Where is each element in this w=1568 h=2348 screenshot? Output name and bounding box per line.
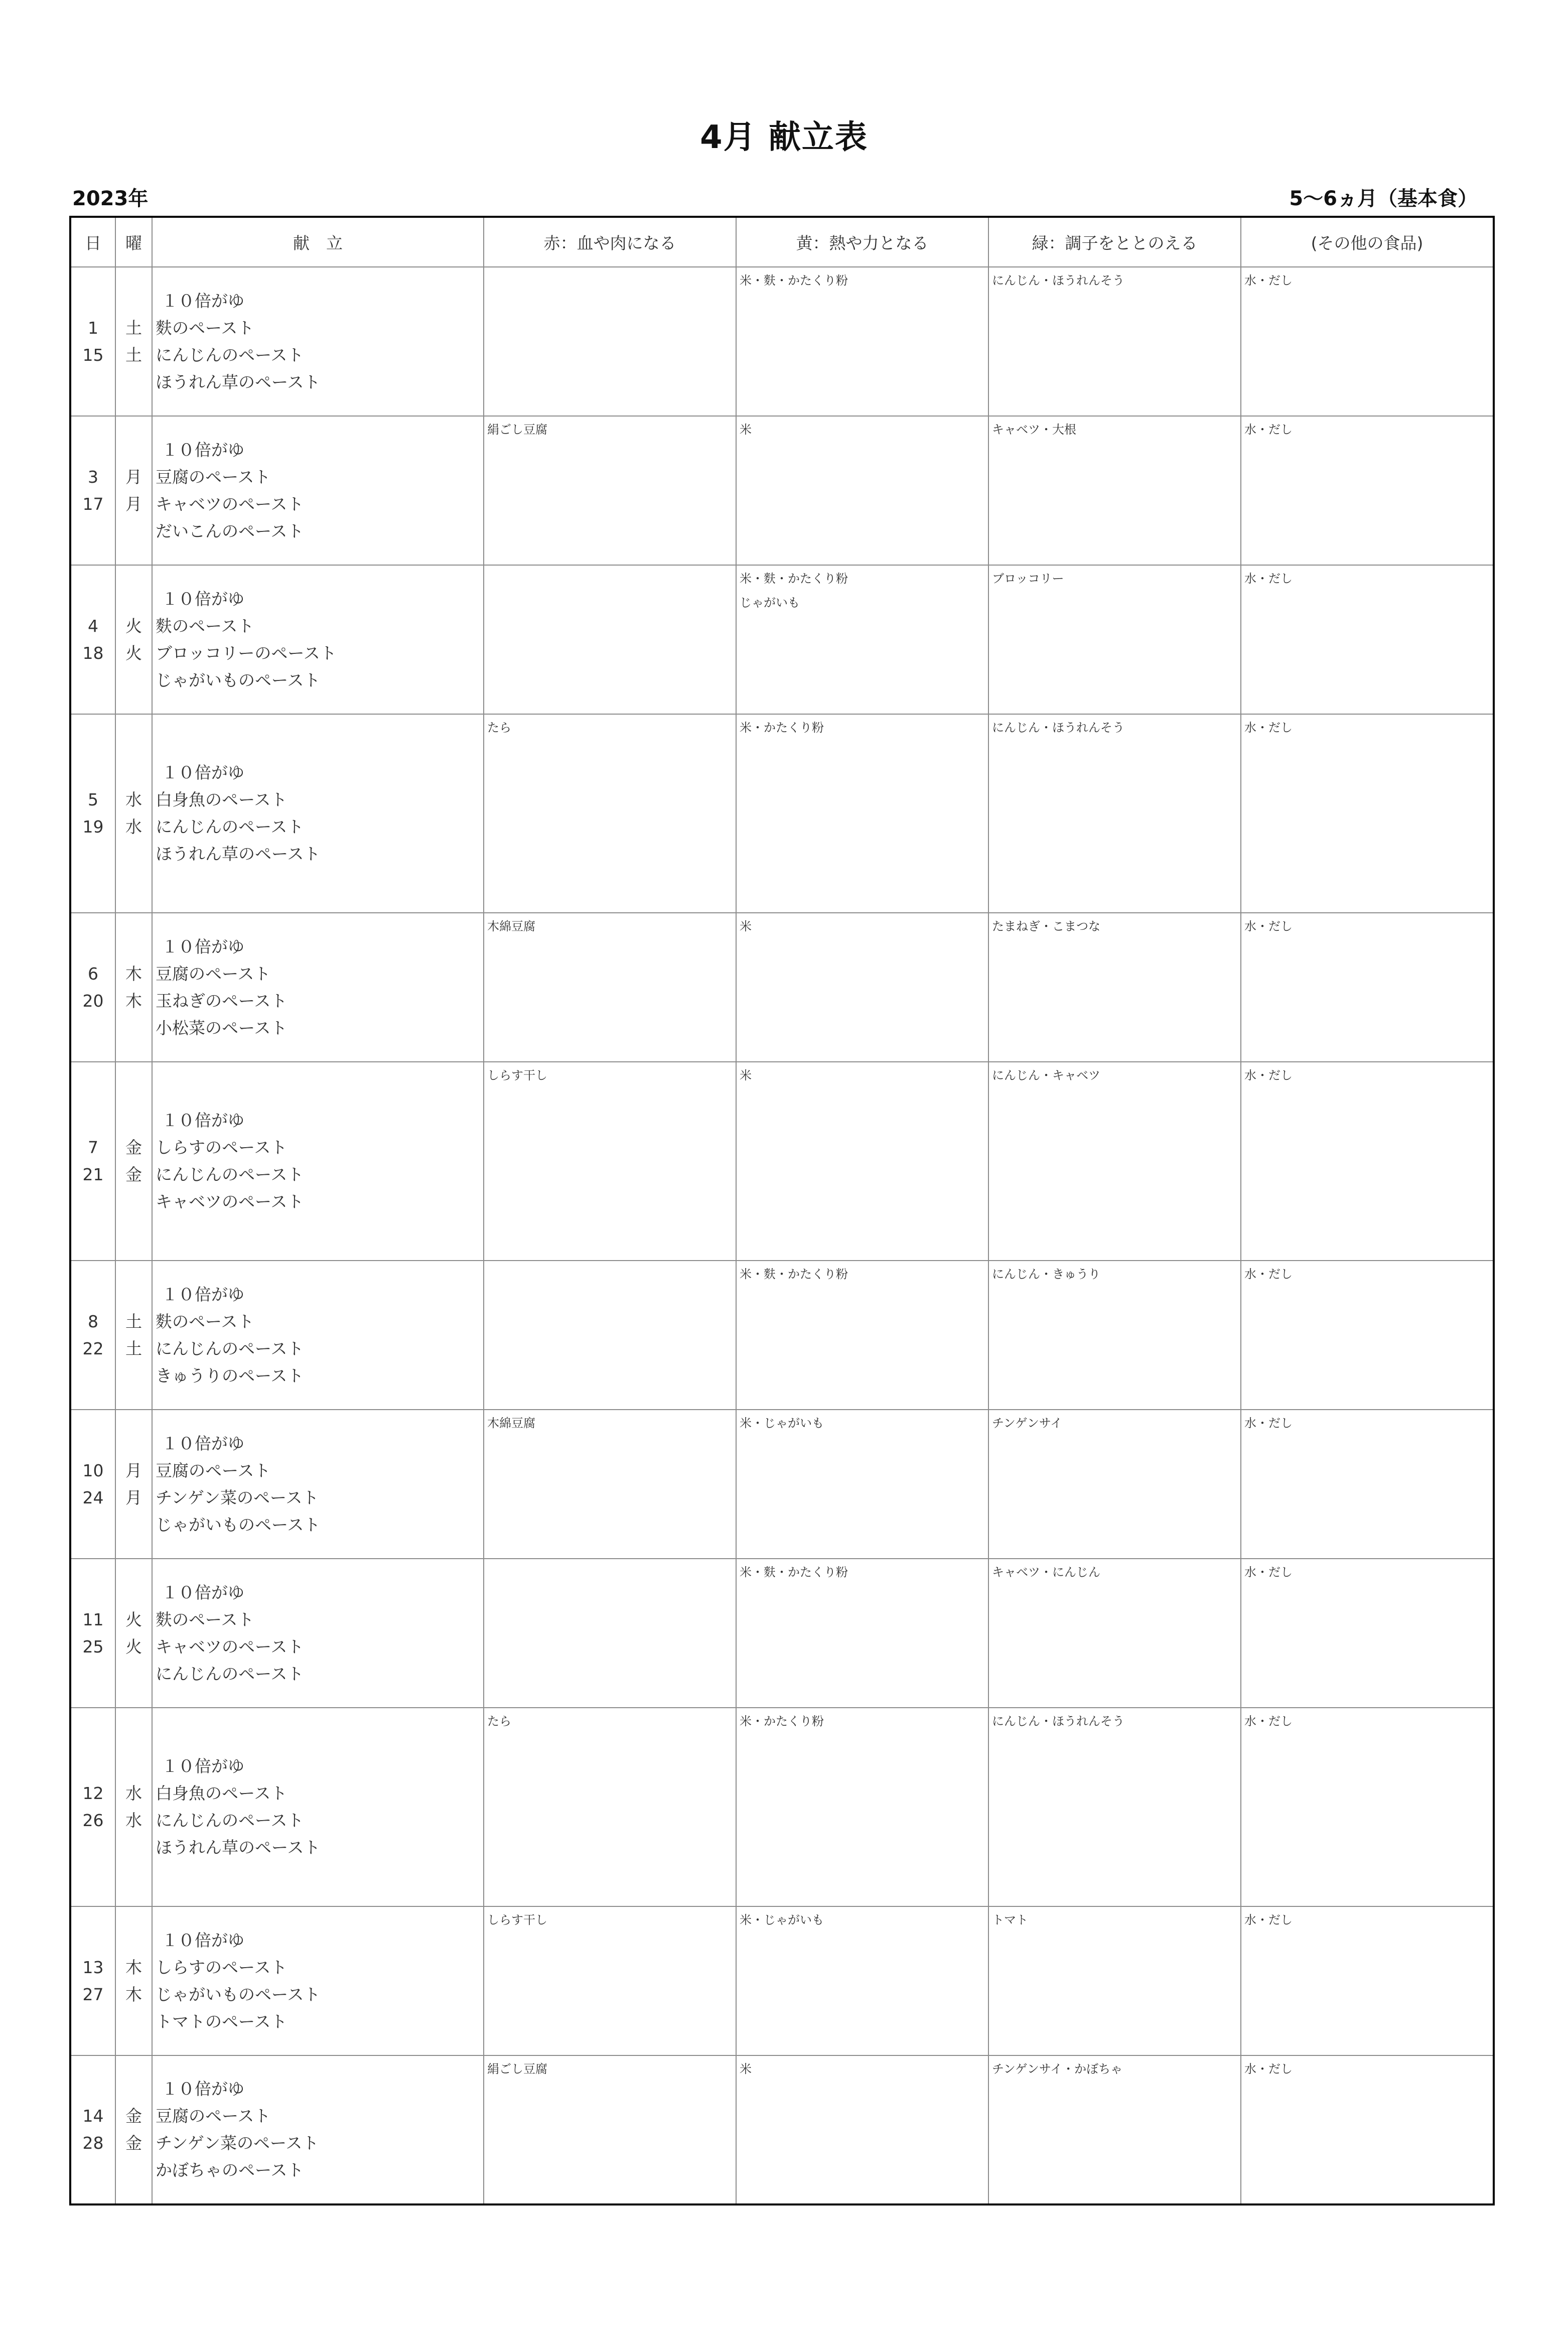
menu-item: １０倍がゆ (162, 936, 244, 956)
green-food-item: ブロッコリー (992, 572, 1064, 586)
weekday-first: 火 (125, 1609, 142, 1629)
header-other: (その他の食品) (1241, 217, 1494, 267)
other-food-cell (1241, 913, 1494, 1062)
other-food-cell (1241, 714, 1494, 913)
table-row (70, 714, 1494, 913)
other-food-item: 水・だし (1244, 721, 1293, 735)
menu-item: しらすのペースト (156, 1957, 288, 1977)
other-food-cell (1241, 1559, 1494, 1708)
green-food-item: にんじん・きゅうり (992, 1267, 1100, 1281)
menu-item: ほうれん草のペースト (156, 844, 321, 864)
yellow-food-cell (736, 1062, 988, 1261)
menu-item: じゃがいものペースト (156, 1984, 321, 2004)
yellow-food-item: 米・麩・かたくり粉 (740, 273, 848, 288)
day-first: 7 (88, 1138, 98, 1157)
day-cell (70, 2055, 115, 2204)
menu-item: きゅうりのペースト (156, 1365, 304, 1386)
weekday-second: 月 (125, 1487, 142, 1507)
green-food-item: にんじん・ほうれんそう (992, 1714, 1124, 1728)
day-second: 22 (82, 1338, 104, 1358)
weekday-first: 木 (125, 1957, 142, 1977)
table-row (70, 565, 1494, 714)
menu-cell (152, 714, 484, 913)
green-food-cell (988, 913, 1241, 1062)
green-food-cell (988, 267, 1241, 416)
weekday-cell (115, 1062, 152, 1261)
red-food-item: 木綿豆腐 (487, 1416, 535, 1430)
other-food-cell (1241, 1062, 1494, 1261)
other-food-item: 水・だし (1244, 273, 1293, 288)
yellow-food-cell (736, 1906, 988, 2055)
red-food-cell (484, 1410, 736, 1559)
weekday-first: 土 (125, 1311, 142, 1331)
menu-item: 麩のペースト (156, 1609, 254, 1629)
menu-cell (152, 1261, 484, 1410)
red-food-item: 木綿豆腐 (487, 919, 535, 933)
weekday-second: 水 (125, 1811, 142, 1830)
yellow-food-cell (736, 1261, 988, 1410)
menu-item: 麩のペースト (156, 318, 254, 338)
yellow-food-item: 米 (740, 919, 752, 933)
table-row (70, 913, 1494, 1062)
menu-cell (152, 1410, 484, 1559)
yellow-food-item: 米・麩・かたくり粉 (740, 1565, 848, 1579)
menu-item: １０倍がゆ (162, 1433, 244, 1453)
menu-table-body (70, 267, 1494, 2204)
menu-item: １０倍がゆ (162, 763, 244, 782)
header-menu: 献 立 (152, 217, 484, 267)
menu-cell (152, 1062, 484, 1261)
menu-item: しらすのペースト (156, 1138, 288, 1157)
day-first: 11 (82, 1609, 104, 1629)
header-day: 日 (70, 217, 115, 267)
day-cell (70, 1708, 115, 1906)
other-food-item: 水・だし (1244, 1416, 1293, 1430)
menu-item: チンゲン菜のペースト (156, 2133, 319, 2153)
other-food-item: 水・だし (1244, 1565, 1293, 1579)
menu-item: にんじんのペースト (156, 1165, 304, 1184)
weekday-cell (115, 1906, 152, 2055)
menu-item: ほうれん草のペースト (156, 1838, 321, 1857)
other-food-item: 水・だし (1244, 572, 1293, 586)
day-cell (70, 1410, 115, 1559)
day-first: 3 (88, 467, 98, 487)
yellow-food-cell (736, 1708, 988, 1906)
menu-item: １０倍がゆ (162, 589, 244, 609)
green-food-cell (988, 1708, 1241, 1906)
other-food-item: 水・だし (1244, 423, 1293, 437)
menu-cell (152, 565, 484, 714)
day-cell (70, 1062, 115, 1261)
menu-item: にんじんのペースト (156, 1811, 304, 1830)
menu-item: 豆腐のペースト (156, 1460, 271, 1480)
other-food-cell (1241, 1261, 1494, 1410)
other-food-item: 水・だし (1244, 1714, 1293, 1728)
yellow-food-item: 米・じゃがいも (740, 1913, 824, 1927)
menu-cell (152, 416, 484, 565)
red-food-cell (484, 1906, 736, 2055)
weekday-first: 月 (125, 467, 142, 487)
weekday-second: 土 (125, 345, 142, 365)
green-food-cell (988, 1062, 1241, 1261)
menu-item: １０倍がゆ (162, 1284, 244, 1304)
day-second: 28 (82, 2133, 104, 2153)
green-food-item: にんじん・ほうれんそう (992, 721, 1124, 735)
menu-item: かぼちゃのペースト (156, 2160, 304, 2180)
other-food-item: 水・だし (1244, 1068, 1293, 1082)
other-food-cell (1241, 1708, 1494, 1906)
day-second: 15 (82, 345, 104, 365)
menu-item: ブロッコリーのペースト (156, 643, 337, 663)
weekday-first: 土 (125, 318, 142, 338)
weekday-second: 金 (125, 1165, 142, 1184)
menu-item: １０倍がゆ (162, 1111, 244, 1130)
green-food-cell (988, 2055, 1241, 2204)
menu-item: １０倍がゆ (162, 440, 244, 460)
red-food-cell (484, 267, 736, 416)
day-second: 25 (82, 1636, 104, 1656)
day-cell (70, 1261, 115, 1410)
red-food-item: 絹ごし豆腐 (487, 2062, 547, 2076)
green-food-cell (988, 1410, 1241, 1559)
green-food-item: にんじん・ほうれんそう (992, 273, 1124, 288)
weekday-cell (115, 1261, 152, 1410)
menu-item: 豆腐のペースト (156, 2106, 271, 2126)
day-second: 17 (82, 494, 104, 514)
yellow-food-item: 米・じゃがいも (740, 1416, 824, 1430)
menu-item: キャベツのペースト (156, 1636, 304, 1656)
other-food-cell (1241, 2055, 1494, 2204)
weekday-second: 月 (125, 494, 142, 514)
table-row (70, 1708, 1494, 1906)
red-food-item: たら (487, 1714, 511, 1728)
weekday-first: 水 (125, 1783, 142, 1803)
red-food-item: しらす干し (487, 1068, 547, 1082)
weekday-cell (115, 714, 152, 913)
menu-item: じゃがいものペースト (156, 1514, 321, 1535)
page-title: 4月 献立表 (700, 119, 868, 156)
yellow-food-item: 米・麩・かたくり粉 (740, 572, 848, 586)
day-second: 20 (82, 991, 104, 1011)
menu-item: 豆腐のペースト (156, 467, 271, 487)
weekday-cell (115, 2055, 152, 2204)
other-food-item: 水・だし (1244, 2062, 1293, 2076)
header-yellow: 黄：熱や力となる (736, 217, 988, 267)
menu-cell (152, 1906, 484, 2055)
menu-item: １０倍がゆ (162, 1582, 244, 1602)
year-label: 2023年 (72, 187, 149, 210)
menu-item: 白身魚のペースト (156, 790, 288, 809)
red-food-cell (484, 416, 736, 565)
yellow-food-cell (736, 267, 988, 416)
header-weekday: 曜 (115, 217, 152, 267)
day-cell (70, 1906, 115, 2055)
yellow-food-cell (736, 565, 988, 714)
yellow-food-item: じゃがいも (740, 596, 800, 610)
menu-item: １０倍がゆ (162, 291, 244, 311)
weekday-first: 木 (125, 963, 142, 984)
day-first: 14 (82, 2106, 104, 2126)
day-first: 4 (88, 616, 98, 636)
header-green: 緑：調子をととのえる (988, 217, 1241, 267)
weekday-cell (115, 267, 152, 416)
day-second: 21 (82, 1165, 104, 1184)
other-food-cell (1241, 1906, 1494, 2055)
yellow-food-item: 米 (740, 1068, 752, 1082)
yellow-food-item: 米・麩・かたくり粉 (740, 1267, 848, 1281)
other-food-cell (1241, 565, 1494, 714)
menu-cell (152, 267, 484, 416)
menu-item: 豆腐のペースト (156, 963, 271, 984)
age-group-label: 5〜6ヵ月（基本食） (1289, 187, 1478, 210)
table-row (70, 416, 1494, 565)
day-second: 18 (82, 643, 104, 663)
day-second: 24 (82, 1487, 104, 1507)
weekday-first: 金 (125, 1138, 142, 1157)
weekday-cell (115, 1708, 152, 1906)
menu-item: 玉ねぎのペースト (156, 991, 288, 1011)
weekday-cell (115, 1410, 152, 1559)
weekday-second: 水 (125, 817, 142, 837)
day-cell (70, 416, 115, 565)
red-food-item: 絹ごし豆腐 (487, 423, 547, 437)
day-cell (70, 714, 115, 913)
header-red: 赤：血や肉になる (484, 217, 736, 267)
day-cell (70, 913, 115, 1062)
menu-table (69, 216, 1495, 2205)
yellow-food-cell (736, 913, 988, 1062)
day-second: 19 (82, 817, 104, 837)
menu-item: １０倍がゆ (162, 1756, 244, 1776)
yellow-food-item: 米 (740, 423, 752, 437)
green-food-cell (988, 1906, 1241, 2055)
menu-item: 白身魚のペースト (156, 1783, 288, 1803)
red-food-cell (484, 1559, 736, 1708)
green-food-item: キャベツ・大根 (992, 423, 1076, 437)
menu-cell (152, 1708, 484, 1906)
table-row (70, 2055, 1494, 2204)
weekday-second: 木 (125, 991, 142, 1011)
menu-item: 麩のペースト (156, 616, 254, 636)
red-food-cell (484, 2055, 736, 2204)
menu-cell (152, 1559, 484, 1708)
weekday-first: 火 (125, 616, 142, 636)
green-food-cell (988, 1261, 1241, 1410)
menu-item: １０倍がゆ (162, 1930, 244, 1950)
weekday-cell (115, 913, 152, 1062)
menu-item: キャベツのペースト (156, 494, 304, 514)
day-first: 5 (88, 790, 98, 809)
weekday-second: 火 (125, 643, 142, 663)
yellow-food-item: 米 (740, 2062, 752, 2076)
yellow-food-cell (736, 1410, 988, 1559)
menu-item: じゃがいものペースト (156, 670, 321, 690)
red-food-cell (484, 1062, 736, 1261)
menu-item: １０倍がゆ (162, 2079, 244, 2099)
table-row (70, 1906, 1494, 2055)
day-first: 12 (82, 1783, 104, 1803)
red-food-item: しらす干し (487, 1913, 547, 1927)
red-food-cell (484, 1708, 736, 1906)
green-food-item: チンゲンサイ・かぼちゃ (992, 2062, 1123, 2076)
weekday-first: 月 (125, 1460, 142, 1480)
menu-item: だいこんのペースト (156, 521, 304, 541)
menu-item: 麩のペースト (156, 1311, 254, 1331)
yellow-food-item: 米・かたくり粉 (740, 721, 824, 735)
green-food-item: にんじん・キャベツ (992, 1068, 1100, 1082)
table-row (70, 1410, 1494, 1559)
other-food-item: 水・だし (1244, 1913, 1293, 1927)
weekday-second: 土 (125, 1338, 142, 1358)
other-food-cell (1241, 1410, 1494, 1559)
other-food-cell (1241, 416, 1494, 565)
weekday-cell (115, 1559, 152, 1708)
weekday-first: 水 (125, 790, 142, 809)
yellow-food-cell (736, 416, 988, 565)
day-second: 27 (82, 1984, 104, 2004)
day-first: 6 (88, 963, 98, 984)
red-food-cell (484, 1261, 736, 1410)
green-food-item: チンゲンサイ (992, 1416, 1063, 1430)
day-first: 8 (88, 1311, 98, 1331)
menu-item: ほうれん草のペースト (156, 372, 321, 392)
red-food-cell (484, 714, 736, 913)
green-food-cell (988, 565, 1241, 714)
menu-item: にんじんのペースト (156, 345, 304, 365)
weekday-cell (115, 416, 152, 565)
day-cell (70, 565, 115, 714)
table-row (70, 1261, 1494, 1410)
day-first: 10 (82, 1460, 104, 1480)
weekday-second: 火 (125, 1636, 142, 1656)
menu-item: トマトのペースト (156, 2011, 288, 2031)
green-food-cell (988, 416, 1241, 565)
red-food-cell (484, 913, 736, 1062)
weekday-cell (115, 565, 152, 714)
table-row (70, 1559, 1494, 1708)
menu-item: 小松菜のペースト (156, 1018, 288, 1038)
day-first: 1 (88, 318, 98, 338)
yellow-food-cell (736, 1559, 988, 1708)
day-cell (70, 1559, 115, 1708)
weekday-second: 金 (125, 2133, 142, 2153)
other-food-item: 水・だし (1244, 1267, 1293, 1281)
green-food-cell (988, 1559, 1241, 1708)
day-second: 26 (82, 1811, 104, 1830)
menu-item: にんじんのペースト (156, 1664, 304, 1684)
green-food-item: トマト (992, 1913, 1028, 1927)
menu-item: チンゲン菜のペースト (156, 1487, 319, 1507)
other-food-cell (1241, 267, 1494, 416)
day-first: 13 (82, 1957, 104, 1977)
other-food-item: 水・だし (1244, 919, 1293, 933)
red-food-item: たら (487, 721, 511, 735)
red-food-cell (484, 565, 736, 714)
weekday-first: 金 (125, 2106, 142, 2126)
day-cell (70, 267, 115, 416)
yellow-food-item: 米・かたくり粉 (740, 1714, 824, 1728)
table-row (70, 1062, 1494, 1261)
green-food-item: キャベツ・にんじん (992, 1565, 1100, 1579)
menu-item: キャベツのペースト (156, 1192, 304, 1211)
menu-cell (152, 913, 484, 1062)
table-row (70, 267, 1494, 416)
menu-item: にんじんのペースト (156, 817, 304, 837)
green-food-item: たまねぎ・こまつな (992, 919, 1100, 933)
yellow-food-cell (736, 2055, 988, 2204)
menu-item: にんじんのペースト (156, 1338, 304, 1358)
header-row (70, 217, 1494, 267)
menu-cell (152, 2055, 484, 2204)
yellow-food-cell (736, 714, 988, 913)
green-food-cell (988, 714, 1241, 913)
weekday-second: 木 (125, 1984, 142, 2004)
